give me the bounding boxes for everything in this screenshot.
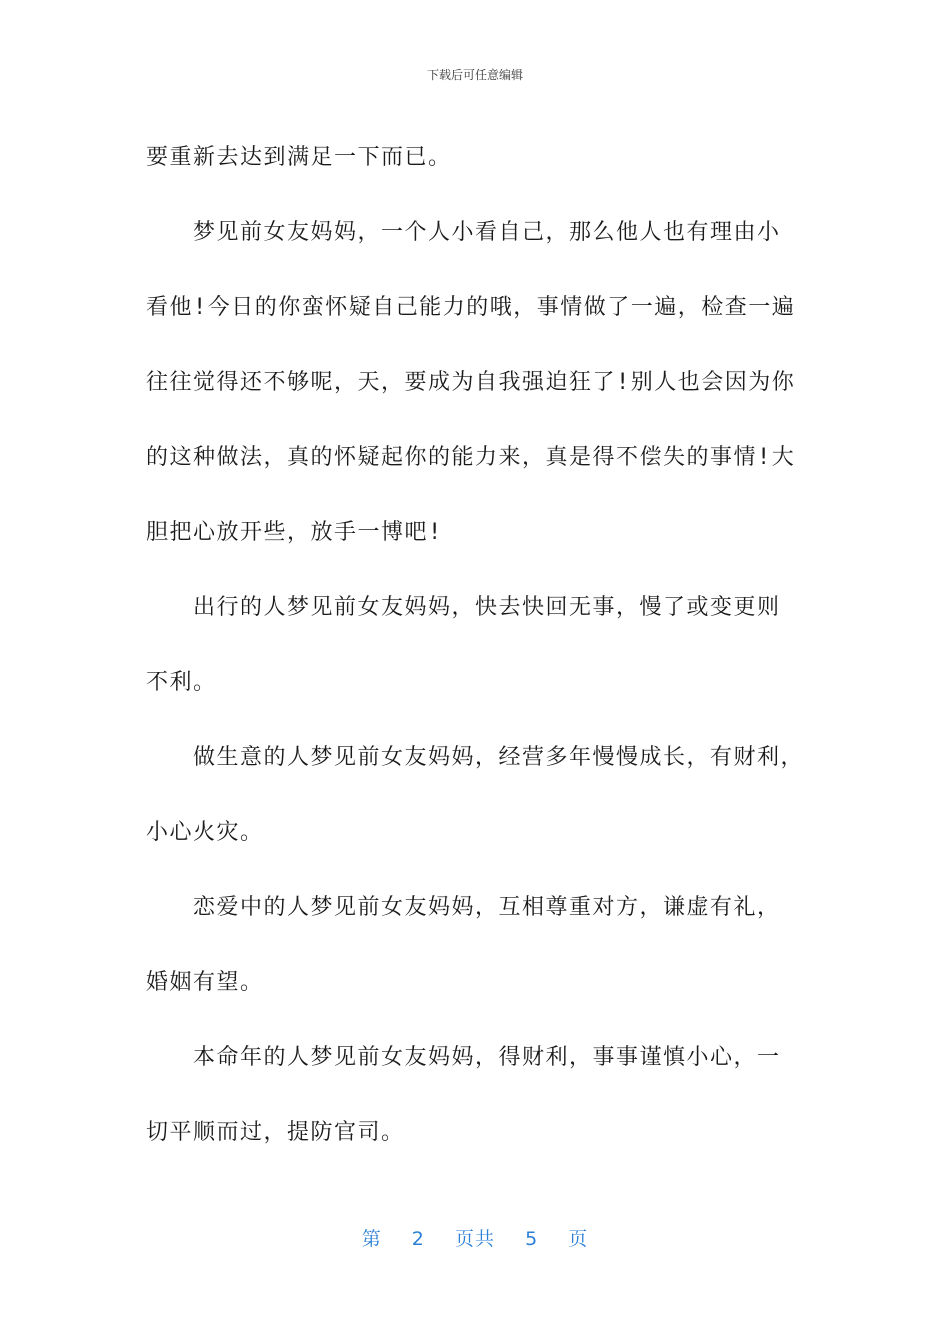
paragraph-1 (146, 120, 806, 195)
page-middle: 页共 (454, 1228, 495, 1250)
paragraph-3 (146, 570, 806, 720)
paragraph-6 (146, 1020, 806, 1170)
document-body (146, 120, 806, 1170)
paragraph-4 (146, 720, 806, 870)
text-line: 出行的人梦见前女友妈妈，快去快回无事，慢了或变更则 (193, 595, 781, 620)
page-total: 5 (525, 1228, 539, 1250)
text-line: 往往觉得还不够呢，天，要成为自我强迫狂了!别人也会因为你 (146, 370, 796, 395)
text-line: 看他!今日的你蛮怀疑自己能力的哦，事情做了一遍，检查一遍 (146, 295, 796, 320)
page-number (0, 1224, 950, 1251)
text-line: 婚姻有望。 (146, 970, 264, 995)
text-line: 小心火灾。 (146, 820, 264, 845)
page-prefix: 第 (361, 1228, 382, 1250)
page-suffix: 页 (568, 1228, 589, 1250)
paragraph-5 (146, 870, 806, 1020)
text-line: 胆把心放开些，放手一博吧! (146, 520, 443, 545)
text-line: 要重新去达到满足一下而已。 (146, 145, 452, 170)
page-current: 2 (411, 1228, 425, 1250)
text-line: 本命年的人梦见前女友妈妈，得财利，事事谨慎小心，一 (193, 1045, 781, 1070)
text-line: 切平顺而过，提防官司。 (146, 1120, 405, 1145)
text-line: 不利。 (146, 670, 217, 695)
header-note: 下载后可任意编辑 (426, 68, 523, 82)
text-line: 做生意的人梦见前女友妈妈，经营多年慢慢成长，有财利， (193, 745, 805, 770)
text-line: 的这种做法，真的怀疑起你的能力来，真是得不偿失的事情!大 (146, 445, 796, 470)
paragraph-2 (146, 195, 806, 570)
text-line: 梦见前女友妈妈，一个人小看自己，那么他人也有理由小 (193, 220, 781, 245)
text-line: 恋爱中的人梦见前女友妈妈，互相尊重对方，谦虚有礼， (193, 895, 781, 920)
